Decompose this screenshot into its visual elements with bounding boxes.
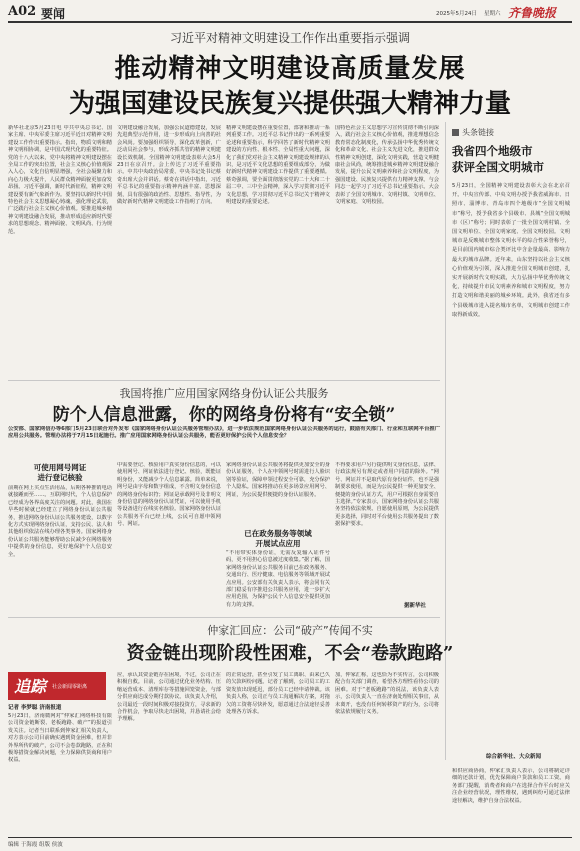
story-3-col-3: 的正常运营，甚至引发了员工离职、由来已久的欠款纠纷问题。记者了解到，公司员工的工资发放出现延迟，部分员工已经申请仲裁。该负责人称，公司正与员工沟通解决方案，对拖欠的工资将尽快补发，愿意通过合法途径妥善处理各方诉求。: [226, 672, 330, 716]
top-story-headline-1: 推动精神文明建设高质量发展: [114, 54, 466, 84]
sidebar-title-1: 我省四个地级市: [452, 144, 533, 158]
story-3-col-2: 应，承认其资金链存在困境，不过，公司正在积极自救。目前，公司通过优化业务结构、压缩运营成本、清理库存等措施回笼资金，与部分供应商达成分期付款协议。该负责人介绍，公司最近一段时间积极对接投资方，寻求新的合作机会，争取尽快走出困境，并恳请社会给予理解。: [117, 672, 221, 723]
column-logo: [8, 672, 106, 700]
top-story-col-1: 新华社北京5月23日电 中共中央总书记、国家主席、中央军委主席习近平近日对精神文明建设工作作出重要指示。指出，物质文明和精神文明相协调，是中国式现代化的重要特征。党的十八大以来，党中央将精神文明建设摆在全局工作的突出位置，社会主义核心价值观深入人心，文化自信明显增强，全社会凝聚力和向心力极大提升，人民群众精神面貌更加奋发昂扬。习近平强调，新时代新征程，精神文明建设要有新气象新作为。要坚持以新时代中国特色社会主义思想凝心铸魂，强化理论武装，广泛践行社会主义核心价值观。要推进城乡精神文明建设融合发展，推动形成适应新时代要求的思想观念、精神面貌、文明风尚、行为规范。: [8, 125, 112, 235]
issue-date: 2025年5月24日: [436, 11, 477, 17]
top-story-col-2: 文明建设融合发展，加强公民道德建设，发展先进典型示范作用，进一步形成向上向善的社会风尚。要加强组织领导，深化改革创新，广泛动员社会参与，形成齐抓共管的精神文明建设长效机制。全国精神文明建设表彰大会5月23日在京召开。会上传达了习近平重要指示。中共中央政治局常委、中央书记处书记蔡奇出席大会并讲话。蔡奇在讲话中指出，习近平总书记的重要指示精神内涵丰富、思想深刻，具有很强的政治性、思想性、指导性，为做好新时代精神文明建设工作指明了方向。: [117, 125, 221, 206]
story-2-col-far: 不得要求用户另行提供明文身份信息，法律、行政法规另有规定或者用户同意的除外。“网号、网证并不是取代原有身份证件，也不是强制要求使用，而是为公民提供一种更加安全、便捷的身份认证方式，用户可根据自身需要自主选择。”专家表示，国家网络身份认证公共服务坚持依法依规、自愿使用原则，为公民提供更多选择，同时对平台使用公共服务提出了数据保护要求。: [335, 462, 439, 528]
story-3-col-1: 5月23日，济南微网对“仲家汇网络科技有限公司资金链断裂、老板跑路、破产”的报道引发关注。记者当日联系到仲家汇相关负责人，对方表示公司目前确实遇到资金困难，但并非外界所传的破产，公司不会卷款跑路，正在积极筹措资金解决问题，全力保障供货商和用户权益。: [8, 713, 112, 764]
story-2-lead: 公安部、国家网信办等6部门5月23日联合对外发布《国家网络身份认证公共服务管理办法》，进一步依法规范国家网络身份认证公共服务的运行，鼓励有关部门、行业和互联网平台推广应用公共服务。管理办法将于7月15日起施行。推广应用国家网络身份认证公共服务，能否更好保护公民个人信息安全？: [8, 426, 440, 440]
section-name: 要闻: [41, 7, 66, 21]
footer-rule: [8, 837, 572, 838]
sidebar-tag: [452, 127, 570, 139]
story-2-subhead-right-2: 开展试点应用: [255, 539, 301, 548]
top-story-col-4: 国特色社会主义思想学习宣传贯彻不断引向深入，践行社会主义核心价值观，推进理想信念教育常态化制度化，传承弘扬中华优秀传统文化和革命文化、社会主义先进文化，推进群众性精神文明创建，深化文明实践，营造文明健康社会风尚，统筹推进城乡精神文明建设融合发展，提升公民文明素养和社会文明程度，为强国建设、民族复兴提供有力精神支撑。与会同志一起学习了习近平总书记重要指示。大会表彰了全国文明城市、文明村镇、文明单位、文明家庭、文明校园。: [335, 125, 439, 206]
story-2-kicker: 我国将推广应用国家网络身份认证公共服务: [119, 387, 329, 400]
story-2-byline: 据新华社: [404, 603, 427, 609]
story-2-subhead-right-1: 已在政务服务等领域: [244, 529, 312, 538]
square-icon: [452, 129, 459, 136]
story-2-top-rule: [8, 380, 440, 381]
page-header: [8, 4, 572, 20]
column-logo-title: 追踪: [14, 677, 47, 696]
story-2-col-right: 家网络身份认证公共服务将提供更加安全的身份认证服务，个人在申领网号时需进行人脸识别等验证，保障申领过程安全可靠，充分保护个人隐私。国家将推动在更多场景应用网号、网证，为公民提供便捷的身份认证服务。: [226, 462, 330, 498]
sidebar-title-2: 获评全国文明城市: [452, 160, 544, 174]
story-2-col-left: 前期在网上买点生活用品，后期各种推销电话就接踵而至……。互联网时代，个人信息保护已经成为各界高度关注的问题。对此，我国在早些时候就已经建立了网络身份认证公共服务，推进网络身份认证公共服务建设，以数字化方式实现网络身份认证，支持公民、法人和其他组织依法在线办理各类事务。国家网络身份认证公共服务能够帮助公民减少在网络服务中提供的身份信息，更好地保护个人信息安全。: [8, 485, 112, 558]
story-2-subhead-left-2: 进行登记核验: [37, 473, 83, 482]
story-3-col-4: 加，仲家汇称，这也恰为不实传言，公司积极配合有关部门调查，希望各方理性看待公司的困难。对于“老板跑路”的说法，该负责人表示，公司负责人一直在济南处理相关事宜，从未离开，也没有任何转移资产的行为，公司将依法依规履行义务。: [335, 672, 439, 716]
top-story-headline-2: 为强国建设民族复兴提供强大精神力量: [68, 89, 511, 119]
sidebar-tag-label: 头条链接: [462, 128, 494, 137]
sidebar-body: 5月23日，全国精神文明建设表彰大会在北京召开。中央宣传部、中央文明办授予我省威海市、日照市、淄博市、青岛市四个地级市“全国文明城市”称号，授予我省多个县级市、县城“全国文明城市（区）”称号；同时表彰了一批全国文明村镇、全国文明单位、全国文明家庭、全国文明校园。文明城市是反映城市整体文明水平的综合性荣誉称号，是目前国内城市综合类评比中含金量最高、影响力最大的城市品牌。近年来，山东坚持以社会主义核心价值观为引领，深入推进全国文明城市创建，扎实开展新时代文明实践，大力弘扬中华优秀传统文化，持续提升市民文明素养和城市文明程度，努力打造文明和谐美丽的城乡环境。此外，我省还有多个县级城市进入提名城市名单，文明城市创建工作取得新成效。: [452, 183, 570, 318]
story-3-headline: 资金链出现阶段性困难，不会“卷款跑路”: [126, 643, 454, 664]
masthead-logo: 齐鲁晚报: [508, 6, 557, 20]
story-3-byline: 记者 李梦聪 济南报道: [8, 705, 62, 711]
column-logo-subtitle: 社会新闻零距离: [52, 684, 88, 690]
issue-weekday: 星期六: [484, 11, 501, 17]
story-3-kicker: 仲家汇回应：公司“破产”传闻不实: [207, 624, 373, 637]
story-3-top-rule: [8, 617, 440, 618]
page-number: A02: [8, 4, 37, 19]
story-3-col-5: 和供应商协商，仲家汇负责人表示，公司将制定详细的还款计划，优先保障商户货款和员工工资。商务部门提醒，消费者和商户在选择合作平台时应关注企业经营状况，理性维权，遇到纠纷可通过法律途径解决，维护自身合法权益。: [452, 768, 570, 804]
top-story-col-3: 精神文明建设摆在重要位置，部署和推动一系列重要工作。习近平总书记作出的一系列重要论述和重要指示，科学回答了新时代精神文明建设的方向性、根本性、全局性重大问题，深化了我们党对社会主义精神文明建设规律的认识，是习近平文化思想的重要组成部分，为做好新时代精神文明建设工作提供了重要遵循。蔡奇强调，要全面贯彻落实党的二十大和二十届二中、三中全会精神，深入学习贯彻习近平文化思想，学习贯彻习近平总书记关于精神文明建设的重要论述。: [226, 125, 330, 206]
story-2-col-right-2: “不用带实体身份证，无需反复输入证件号码，更不用担心信息被过度收集。”据了解，国家网络身份认证公共服务目前已在政务服务、交通出行、医疗健康、电信服务等领域开展试点应用。公安部有关负责人表示，将会同有关部门稳妥有序推进公共服务应用，进一步扩大应用范围，为保护公民个人信息安全提供更加有力的支撑。: [226, 550, 330, 608]
story-2-headline: 防个人信息泄露，你的网络身份将有“安全锁”: [52, 405, 396, 425]
footer-editor: 编辑 于海霞 组版 侯波: [8, 842, 63, 848]
story-2-subhead-left-1: 可使用网号网证: [33, 463, 87, 472]
header-rule: [8, 21, 572, 23]
story-2-col-mid: 中需要登记、核验用户真实身份信息的，可以使用网号、网证依法进行登记、核验，既能证明身份，又能减少个人信息暴露。简单来说，网号是由字母和数字组成，不含明文身份信息的网络身份标识符；网证是承载网号及非明文身份信息的网络身份认证凭证，可以使用手机等设备进行在线实名核验。国家网络身份认证公共服务平台已经上线，公民可自愿申领网号、网证。: [117, 462, 221, 528]
sidebar-byline: 综合新华社、大众新闻: [486, 754, 542, 760]
top-story-kicker: 习近平对精神文明建设工作作出重要指示强调: [169, 31, 410, 45]
